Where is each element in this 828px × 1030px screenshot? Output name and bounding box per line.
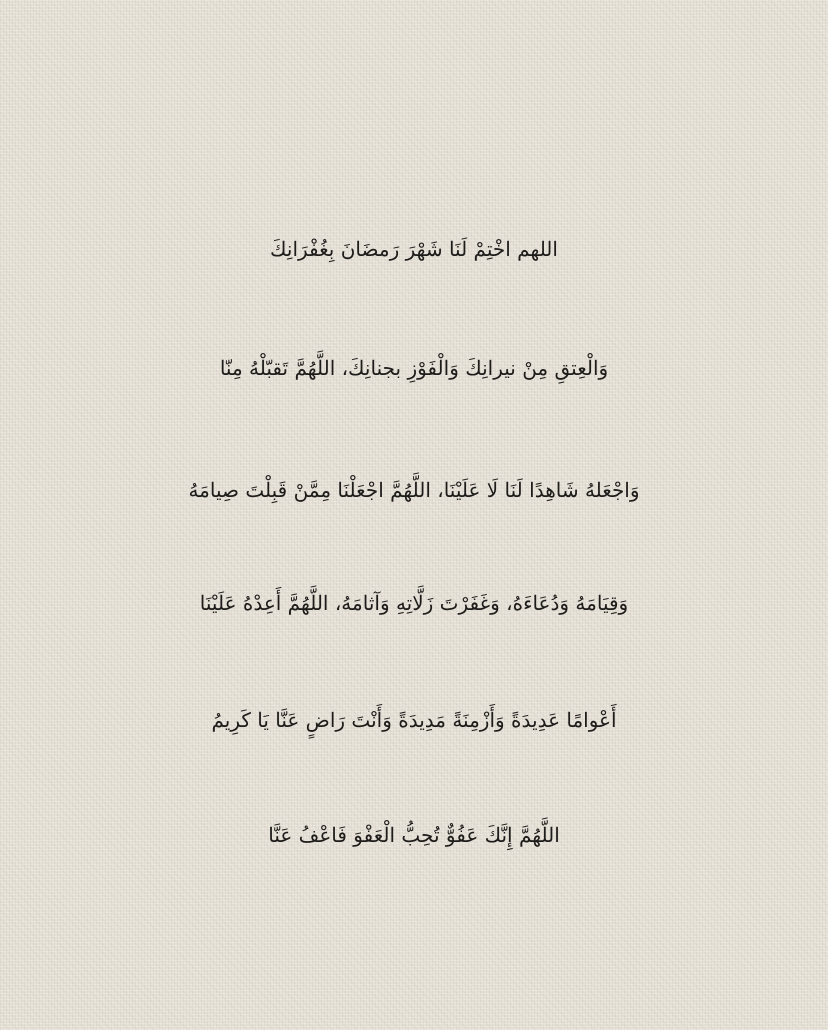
supplication-line-2: وَالْعِتقِ مِنْ نيرانِكَ وَالْفَوْزِ بجنانِكَ، اللَّهُمَّ تَقبّلْهُ مِنّا bbox=[219, 356, 609, 380]
supplication-line-6: اللَّهُمَّ إِنَّكَ عَفُوٌّ تُحِبُّ الْعَفْوَ فَاعْفُ عَنَّا bbox=[268, 823, 560, 847]
supplication-line-4: وَقِيَامَهُ وَدُعَاءَهُ، وَغَفَرْتَ زَلَّاتِهِ وَآثامَهُ، اللَّهُمَّ أَعِدْهُ عَلَيْنَا bbox=[199, 591, 629, 615]
supplication-line-3: وَاجْعَلهُ شَاهِدًا لَنَا لَا عَلَيْنَا، اللَّهُمَّ اجْعَلْنَا مِمَّنْ قَبِلْتَ صِيامَهُ bbox=[188, 478, 640, 502]
supplication-line-1: اللهم اخْتِمْ لَنَا شَهْرَ رَمضَانَ بِغُفْرَانِكَ bbox=[270, 237, 558, 261]
supplication-line-5: أَعْوامًا عَدِيدَةً وَأَزْمِنَةً مَدِيدَةً وَأَنْتَ رَاضٍ عَنَّا يَا كَرِيمُ bbox=[211, 708, 617, 732]
